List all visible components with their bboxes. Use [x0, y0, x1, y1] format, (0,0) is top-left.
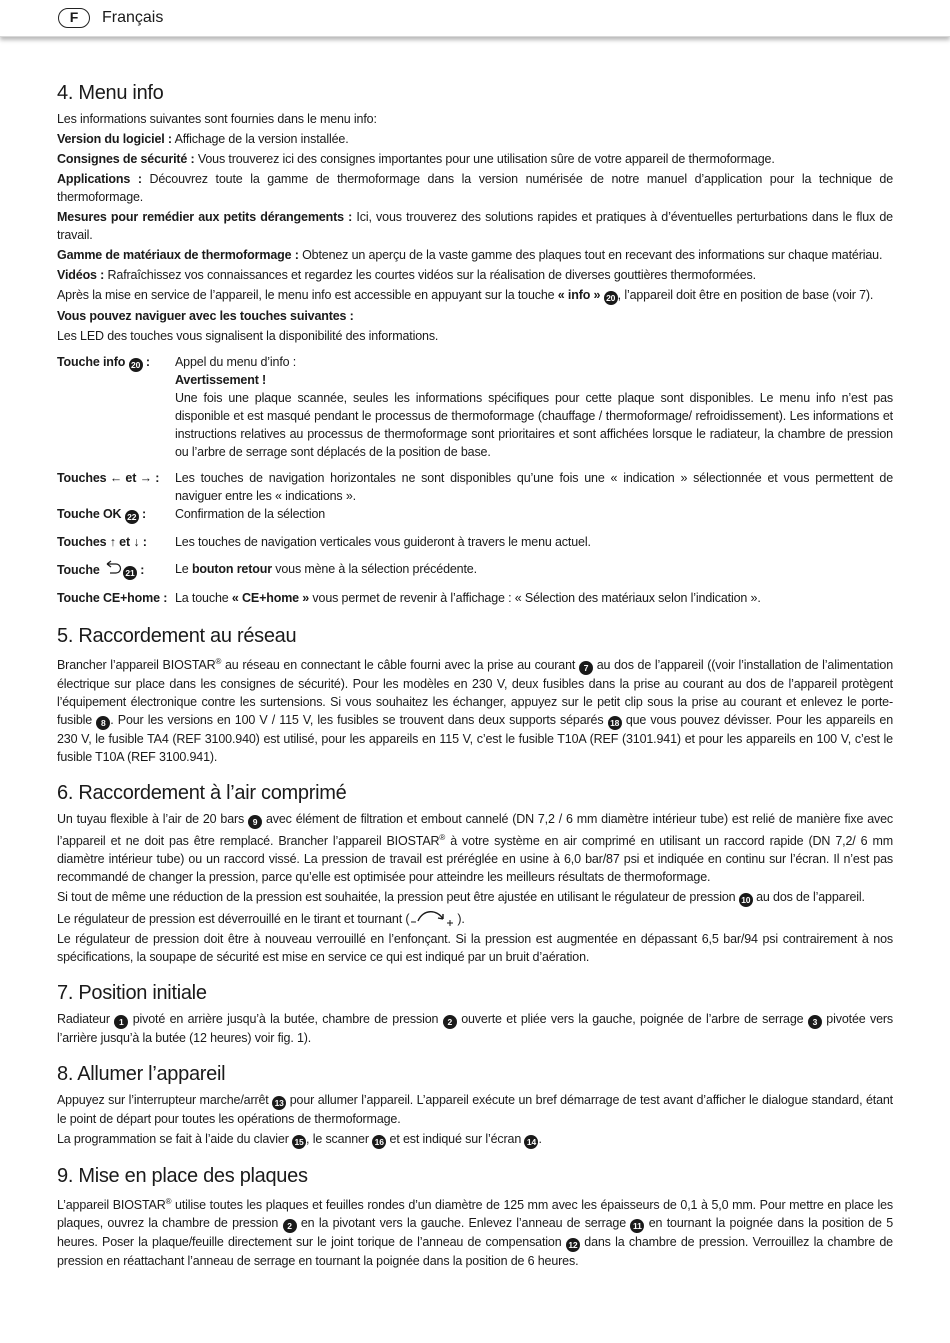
key-vertical-row	[57, 533, 893, 551]
section-text: Un tuyau flexible à l’air de 20 bars 9 avec élément de filtration et embout cannelé (DN 7,2 / 6 mm diamètre intérieur tube) est relié de manière fixe avec l’appareil et ne doit pas être remplacé. Brancher l’appareil BIOSTAR® à votre système en air comprimé en utilisant un raccord rapide (DN 7,2/ 6 mm diamètre intérieur tube) ou un raccord vissé. La pression de travail est préréglée en usine à 6,0 bar/87 psi et indiquée en continu sur l’écran. Il n’est pas recommandé de changer la pression, parce qu’elle est optimisée pour atteindre les meilleurs résultats de thermoformage.	[57, 812, 894, 885]
section-plate-insertion	[57, 1163, 893, 1270]
key-description: Les touches de navigation verticales vous guideront à travers le menu actuel.	[175, 535, 591, 549]
key-description: Les touches de navigation horizontales ne sont disponibles qu’une fois une « indication » sélectionnée et vous permettent de naviguer entre les « indications ».	[175, 471, 893, 503]
callout-number: 18	[608, 716, 622, 730]
callout-number: 20	[129, 358, 143, 372]
callout-number: 12	[566, 1238, 580, 1252]
callout-number: 3	[808, 1015, 822, 1029]
document-body	[57, 80, 893, 1272]
key-description: Le bouton retour vous mène à la sélection précédente.	[175, 562, 477, 576]
section-menu-info	[57, 80, 893, 607]
arrow-down-icon: ↓	[133, 535, 140, 549]
arrow-left-icon: ←	[109, 471, 123, 485]
section-text: Si tout de même une réduction de la pression est souhaitée, la pression peut être ajustée en utilisant le régulateur de pression 10 au dos de l’appareil.	[57, 890, 865, 906]
callout-number: 16	[372, 1135, 386, 1149]
callout-number: 2	[283, 1219, 297, 1233]
section-text: La programmation se fait à l’aide du clavier 15 , le scanner 16 et est indiqué sur l’écran 14 .	[57, 1132, 542, 1148]
key-term: Touche info 20 :	[57, 355, 150, 370]
key-ok-row	[57, 505, 893, 524]
info-item: Consignes de sécurité : Vous trouverez ici des consignes importantes pour une utilisation sûre de votre appareil de thermoformage.	[57, 152, 775, 166]
key-info-row	[57, 353, 893, 461]
key-term: Touche CE+home :	[57, 591, 168, 605]
arrow-right-icon: →	[139, 471, 152, 485]
warning-title: Avertissement !	[175, 373, 267, 387]
section-text: Le régulateur de pression doit être à nouveau verrouillé en l’enfonçant. Si la pression est augmentée en dépassant 6,5 bar/94 psi contrairement à nos spécifications, la soupape de sécurité est mise en service ce qui est indiqué par un bruit d’aération.	[57, 932, 893, 965]
language-name: Français	[102, 9, 164, 26]
callout-number: 20	[604, 291, 618, 305]
section-text: Le régulateur de pression est déverrouillé en le tirant et tournant ( ).	[57, 909, 893, 928]
section-title: 6. Raccordement à l’air comprimé	[57, 782, 347, 805]
callout-number: 15	[292, 1135, 306, 1149]
key-description: La touche « CE+home » vous permet de revenir à l’affichage : « Sélection des matériaux selon l’indication ».	[175, 591, 761, 605]
callout-number: 2	[443, 1015, 457, 1029]
callout-number: 13	[272, 1096, 286, 1110]
key-description: Appel du menu d’info : Avertissement ! Une fois une plaque scannée, seules les informations spécifiques pour cette plaque sont disponibles. Le menu info n’est pas disponible et est masqué pendant le processus de thermoformage (chauffage / thermoformage/ refroidissement). Les informations et instructions relatives au processus de thermoformage sont prioritaires et sont affichées lorsque le radiateur, la chambre de pression ou l’arbre de serrage sont déplacés de la position de base.	[175, 355, 893, 459]
callout-number: 10	[739, 893, 753, 907]
callout-number: 22	[125, 510, 139, 524]
section-title: 5. Raccordement au réseau	[57, 625, 297, 647]
key-term: Touche OK 22 :	[57, 507, 147, 522]
info-item: Vidéos : Rafraîchissez vos connaissances et regardez les courtes vidéos sur la réalisation de diverses gouttières thermoformées.	[57, 268, 756, 282]
key-term: Touches ↑ et ↓ :	[57, 535, 147, 549]
info-item: Gamme de matériaux de thermoformage : Obtenez un aperçu de la vaste gamme des plaques tout en recevant des informations sur chaque matériau.	[57, 248, 883, 262]
pull-and-turn-icon	[409, 909, 457, 927]
section-title: 7. Position initiale	[57, 982, 207, 1005]
callout-number: 9	[248, 815, 262, 829]
section-text: Brancher l’appareil BIOSTAR® au réseau en connectant le câble fourni avec la prise au courant 7 au dos de l’appareil ((voir l’installation de l’alimentation électrique sur place dans les consignes de sécurité). Pour les modèles en 230 V, deux fusibles dans la prise au courant au dos de l’appareil protègent l’équipement électronique contre les surtensions. Si vous souhaitez les échanger, appuyez sur le petit clip sous la prise au courant et enlevez le porte-fusible 8 . Pour les versions en 100 V / 115 V, les fusibles se trouvent dans deux supports séparés 18 que vous pouvez dévisser. Pour les appareils en 230 V, le fusible TA4 (REF 3100.940) est utilisé, pour les appareils en 115 V, c’est le fusible T10A (REF (3101.941) et pour les appareils en 100 V, c’est le fusible T10A (REF 3100.941).	[57, 657, 894, 765]
callout-number: 11	[630, 1219, 644, 1233]
section-title: 9. Mise en place des plaques	[57, 1165, 308, 1188]
key-horizontal-row	[57, 469, 893, 505]
key-term: Touches ← et → :	[57, 471, 160, 485]
callout-number: 1	[114, 1015, 128, 1029]
intro-text: Les informations suivantes sont fournies dans le menu info:	[57, 112, 377, 126]
nav-heading: Vous pouvez naviguer avec les touches suivantes :	[57, 309, 354, 323]
section-text: Appuyez sur l’interrupteur marche/arrêt 13 pour allumer l’appareil. L’appareil exécute un bref démarrage de test avant d’afficher le dialogue standard, étant le point de départ pour toutes les opérations de thermoformage.	[57, 1093, 894, 1127]
key-description: Confirmation de la sélection	[175, 507, 326, 521]
warning-text: Une fois une plaque scannée, seules les informations spécifiques pour cette plaque sont disponibles. Le menu info n’est pas disponible et est masqué pendant le processus de thermoformage (chauffage / thermoformage/ refroidissement). Les informations et instructions relatives au processus de thermoformage sont prioritaires et sont affichées lorsque le radiateur, la chambre de pression ou l’arbre de serrage sont déplacés de la position de base.	[175, 391, 893, 459]
section-title: 8. Allumer l’appareil	[57, 1063, 226, 1086]
key-back-row	[57, 560, 893, 580]
section-compressed-air	[57, 780, 893, 966]
section-text: Radiateur 1 pivoté en arrière jusqu’à la butée, chambre de pression 2 ouverte et pliée vers la gauche, poignée de l’arbre de serrage 3 pivotée vers l’arrière jusqu’à la butée (12 heures) voir fig. 1).	[57, 1012, 893, 1046]
section-power-connection	[57, 623, 893, 766]
page-header	[0, 0, 950, 37]
callout-number: 7	[579, 661, 593, 675]
callout-number: 8	[96, 716, 110, 730]
key-term: Touche 21 :	[57, 560, 175, 580]
key-ce-home-row	[57, 589, 893, 607]
callout-number: 14	[524, 1135, 538, 1149]
access-text: Après la mise en service de l’appareil, le menu info est accessible en appuyant sur la touche « info » 20 , l’appareil doit être en position de base (voir 7).	[57, 288, 874, 303]
info-item: Applications : Découvrez toute la gamme de thermoformage dans la version numérisée de notre manuel d’application pour la technique de thermoformage.	[57, 172, 893, 204]
section-title: 4. Menu info	[57, 82, 164, 104]
info-item: Mesures pour remédier aux petits dérangements : Ici, vous trouverez des solutions rapides et pratiques à d’éventuelles perturbations dans le flux de travail.	[57, 210, 893, 242]
section-power-on	[57, 1061, 893, 1149]
info-item: Version du logiciel : Affichage de la version installée.	[57, 132, 349, 146]
callout-number: 21	[123, 566, 137, 580]
language-code-badge: F	[58, 8, 90, 28]
section-text: L’appareil BIOSTAR® utilise toutes les plaques et feuilles rondes d’un diamètre de 125 mm avec les épaisseurs de 0,1 à 5,0 mm. Pour mettre en place les plaques, ouvrez la chambre de pression 2 en la pivotant vers la gauche. Enlevez l’anneau de serrage 11 en tournant la poignée dans la position de 5 heures. Poser la plaque/feuille directement sur le joint torique de l’anneau de compensation 12 dans la chambre de pression. Verrouillez la chambre de pression en réattachant l’anneau de serrage en tournant la poignée dans la position de 6 heures.	[57, 1197, 894, 1269]
led-text: Les LED des touches vous signalisent la disponibilité des informations.	[57, 329, 439, 343]
back-arrow-icon	[103, 560, 123, 574]
arrow-up-icon: ↑	[109, 535, 116, 549]
section-initial-position	[57, 980, 893, 1047]
